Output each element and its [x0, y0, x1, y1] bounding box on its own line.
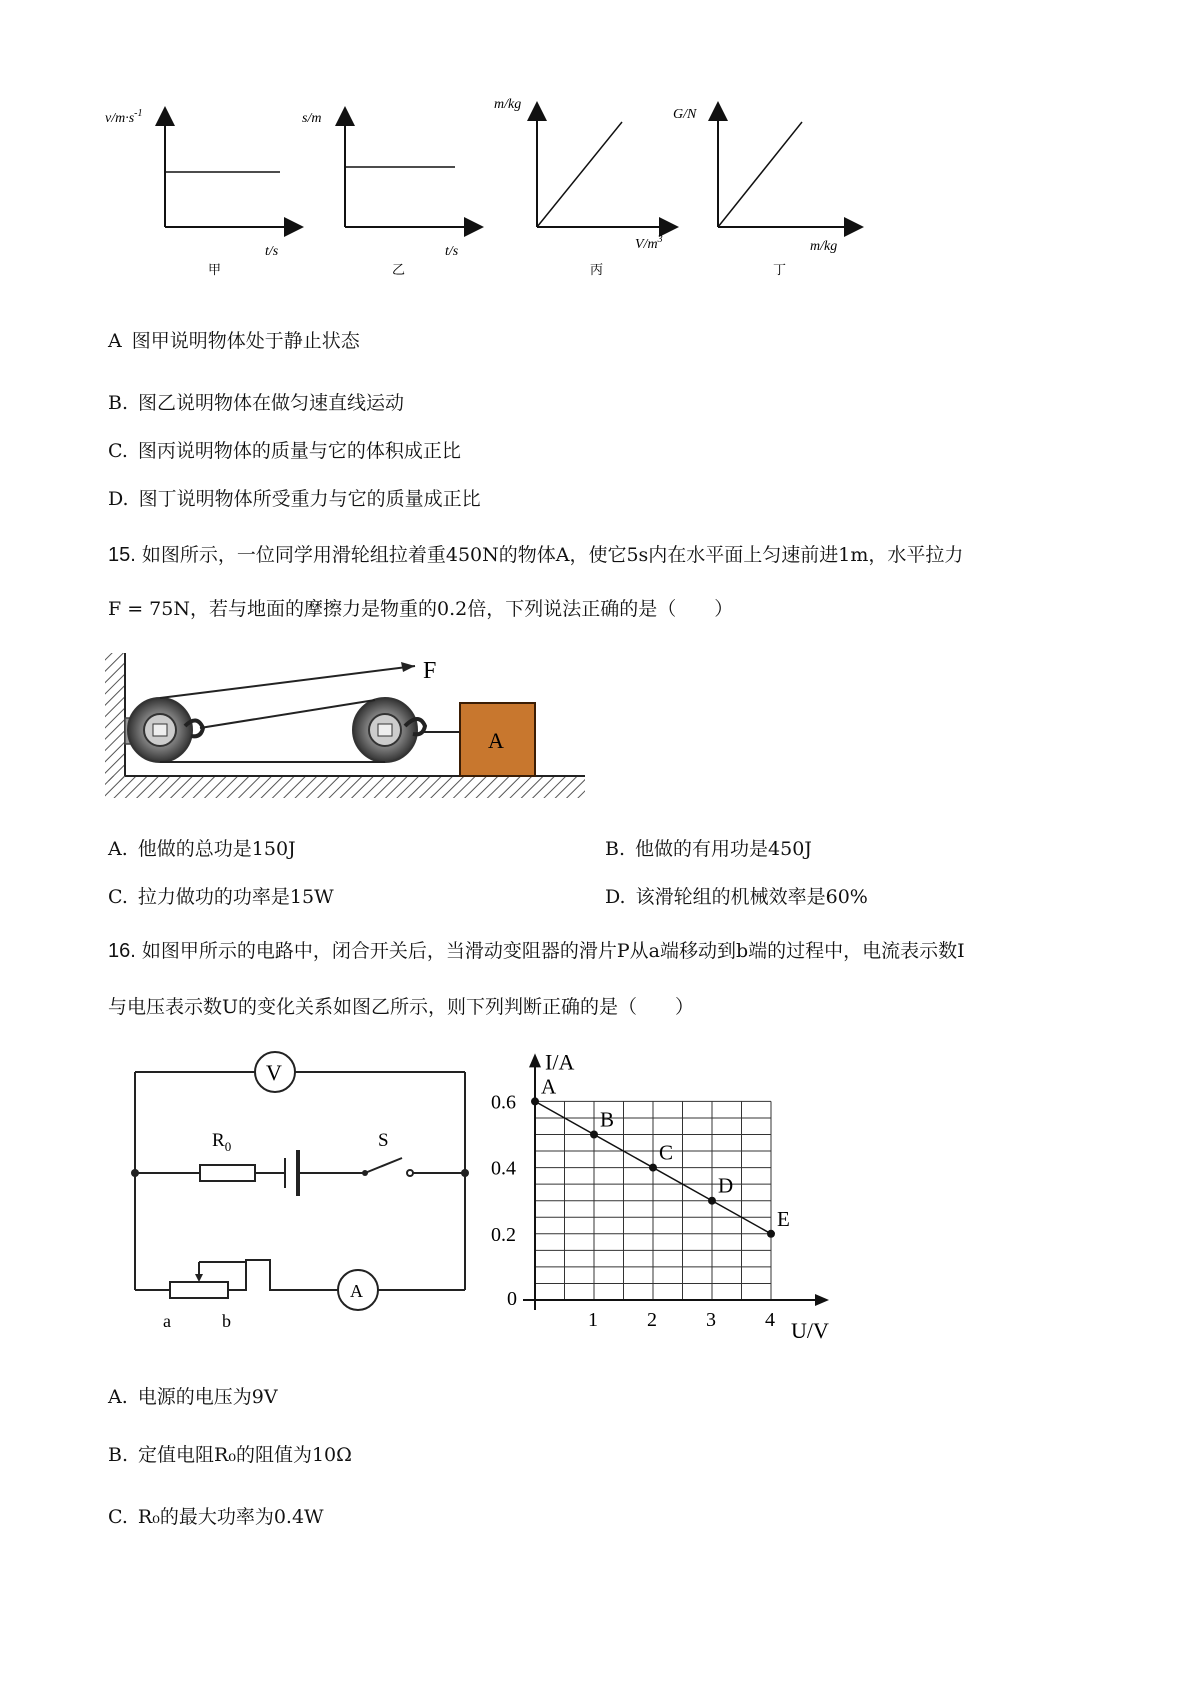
question-text: 如图所示，一位同学用滑轮组拉着重450N的物体A，使它5s内在水平面上匀速前进1m，水平拉力 [141, 544, 964, 566]
svg-text:R0 [212, 1130, 231, 1154]
data-point [531, 1097, 539, 1105]
option-letter: D. [605, 886, 626, 908]
graph-bing-xsup: 3 [657, 234, 663, 245]
x-axis-arrow [815, 1294, 829, 1306]
switch-label: S [378, 1130, 389, 1151]
graph-bing-line [537, 122, 622, 227]
q14-option-c [108, 436, 461, 463]
y-axis-arrow [529, 1053, 541, 1067]
floor [105, 776, 585, 798]
graph-bing-caption: 丙 [590, 262, 604, 277]
q16-option-a [108, 1382, 278, 1409]
svg-text:v/m·s-1 [105, 108, 143, 126]
option-letter: B. [605, 838, 626, 860]
option-letter: C. [108, 440, 128, 462]
wall [105, 653, 125, 781]
option-text: 他做的总功是150J [137, 838, 296, 860]
graph-jia-caption: 甲 [208, 262, 222, 277]
q15-pulley-figure [105, 648, 595, 808]
q14-option-a [108, 326, 360, 353]
question-text: 如图甲所示的电路中，闭合开关后，当滑动变阻器的滑片P从a端移动到b端的过程中，电流表示数I [141, 940, 965, 962]
rope-pull [160, 666, 415, 698]
origin-label: 0 [507, 1288, 517, 1310]
data-point-label: B [600, 1107, 615, 1132]
graph-ding [673, 105, 860, 277]
q14-option-b [108, 388, 404, 415]
q15-option-c [108, 882, 334, 909]
rheostat [170, 1282, 228, 1298]
q15-option-b [605, 834, 812, 861]
x-tick-label: 4 [765, 1309, 775, 1331]
x-axis-label: U/V [791, 1318, 829, 1340]
option-text: 图甲说明物体处于静止状态 [131, 330, 360, 352]
option-text: 图丙说明物体的质量与它的体积成正比 [137, 440, 461, 462]
graph-yi-ylabel: s/m [302, 111, 322, 126]
option-text: 电源的电压为9V [137, 1386, 278, 1408]
svg-text:V/m3 [635, 234, 663, 252]
graph-yi [302, 110, 480, 277]
data-point [649, 1164, 657, 1172]
resistor-r0 [200, 1165, 255, 1181]
q14-graphs [90, 80, 990, 290]
graph-bing-xlabel: V/m [635, 237, 658, 252]
q15-stem-line2: F = 75N，若与地面的摩擦力是物重的0.2倍，下列说法正确的是（ ） [108, 598, 734, 620]
y-axis-label: I/A [545, 1049, 575, 1075]
graph-ding-caption: 丁 [773, 262, 787, 277]
x-tick-label: 3 [706, 1309, 716, 1331]
data-point [590, 1131, 598, 1139]
data-point-label: A [541, 1074, 557, 1099]
graph-ding-xlabel: m/kg [810, 239, 838, 254]
option-letter: C. [108, 886, 128, 908]
option-text: 该滑轮组的机械效率是60% [635, 886, 868, 908]
graph-yi-xlabel: t/s [445, 244, 459, 259]
graph-ding-ylabel: G/N [673, 107, 697, 122]
ammeter-label: A [350, 1281, 363, 1301]
graph-jia-xlabel: t/s [265, 244, 279, 259]
q15-option-d [605, 882, 868, 909]
q16-option-b [108, 1440, 352, 1467]
y-tick-label: 0.6 [491, 1091, 516, 1114]
rheostat-end-a: a [163, 1311, 171, 1331]
data-point-label: E [777, 1206, 790, 1231]
rheostat-end-b: b [222, 1311, 231, 1331]
resistor-label: R [212, 1130, 225, 1151]
q15-stem-line1 [108, 540, 963, 567]
voltmeter-label: V [266, 1060, 282, 1085]
y-tick-label: 0.4 [491, 1157, 516, 1180]
y-tick-label: 0.2 [491, 1223, 516, 1246]
data-point-label: C [659, 1140, 674, 1165]
option-text: R₀的最大功率为0.4W [137, 1506, 324, 1528]
question-number: 16. [108, 940, 136, 962]
question-number: 15. [108, 544, 136, 566]
option-letter: A [108, 330, 122, 352]
resistor-sub: 0 [224, 1139, 232, 1154]
iu-chart [480, 1030, 860, 1340]
graph-jia [105, 108, 300, 277]
q14-option-d [108, 484, 481, 511]
q16-stem-line2: 与电压表示数U的变化关系如图乙所示，则下列判断正确的是（ ） [108, 996, 695, 1018]
graph-bing [494, 97, 675, 277]
option-letter: B. [108, 1444, 129, 1466]
q15-option-a [108, 834, 296, 861]
option-letter: A. [108, 838, 128, 860]
q16-stem-line1 [108, 936, 965, 963]
option-letter: D. [108, 488, 129, 510]
option-letter: A. [108, 1386, 128, 1408]
option-text: 定值电阻R₀的阻值为10Ω [138, 1444, 352, 1466]
x-tick-label: 1 [588, 1309, 598, 1331]
graph-bing-ylabel: m/kg [494, 97, 522, 112]
option-text: 图乙说明物体在做匀速直线运动 [138, 392, 405, 414]
graph-ding-line [718, 122, 802, 227]
option-letter: B. [108, 392, 129, 414]
option-letter: C. [108, 1506, 128, 1528]
data-point-label: D [718, 1173, 734, 1198]
x-tick-label: 2 [647, 1309, 657, 1331]
graph-yi-caption: 乙 [392, 262, 406, 277]
q16-circuit [120, 1040, 480, 1340]
graph-jia-ylabel: v/m·s [105, 111, 135, 126]
option-text: 拉力做功的功率是15W [137, 886, 334, 908]
option-text: 他做的有用功是450J [635, 838, 812, 860]
q16-option-c [108, 1502, 324, 1529]
data-point [767, 1230, 775, 1238]
block-a-label: A [488, 728, 504, 753]
graph-jia-ysup: -1 [134, 108, 143, 119]
option-text: 图丁说明物体所受重力与它的质量成正比 [138, 488, 481, 510]
data-point [708, 1197, 716, 1205]
force-label: F [423, 658, 437, 684]
